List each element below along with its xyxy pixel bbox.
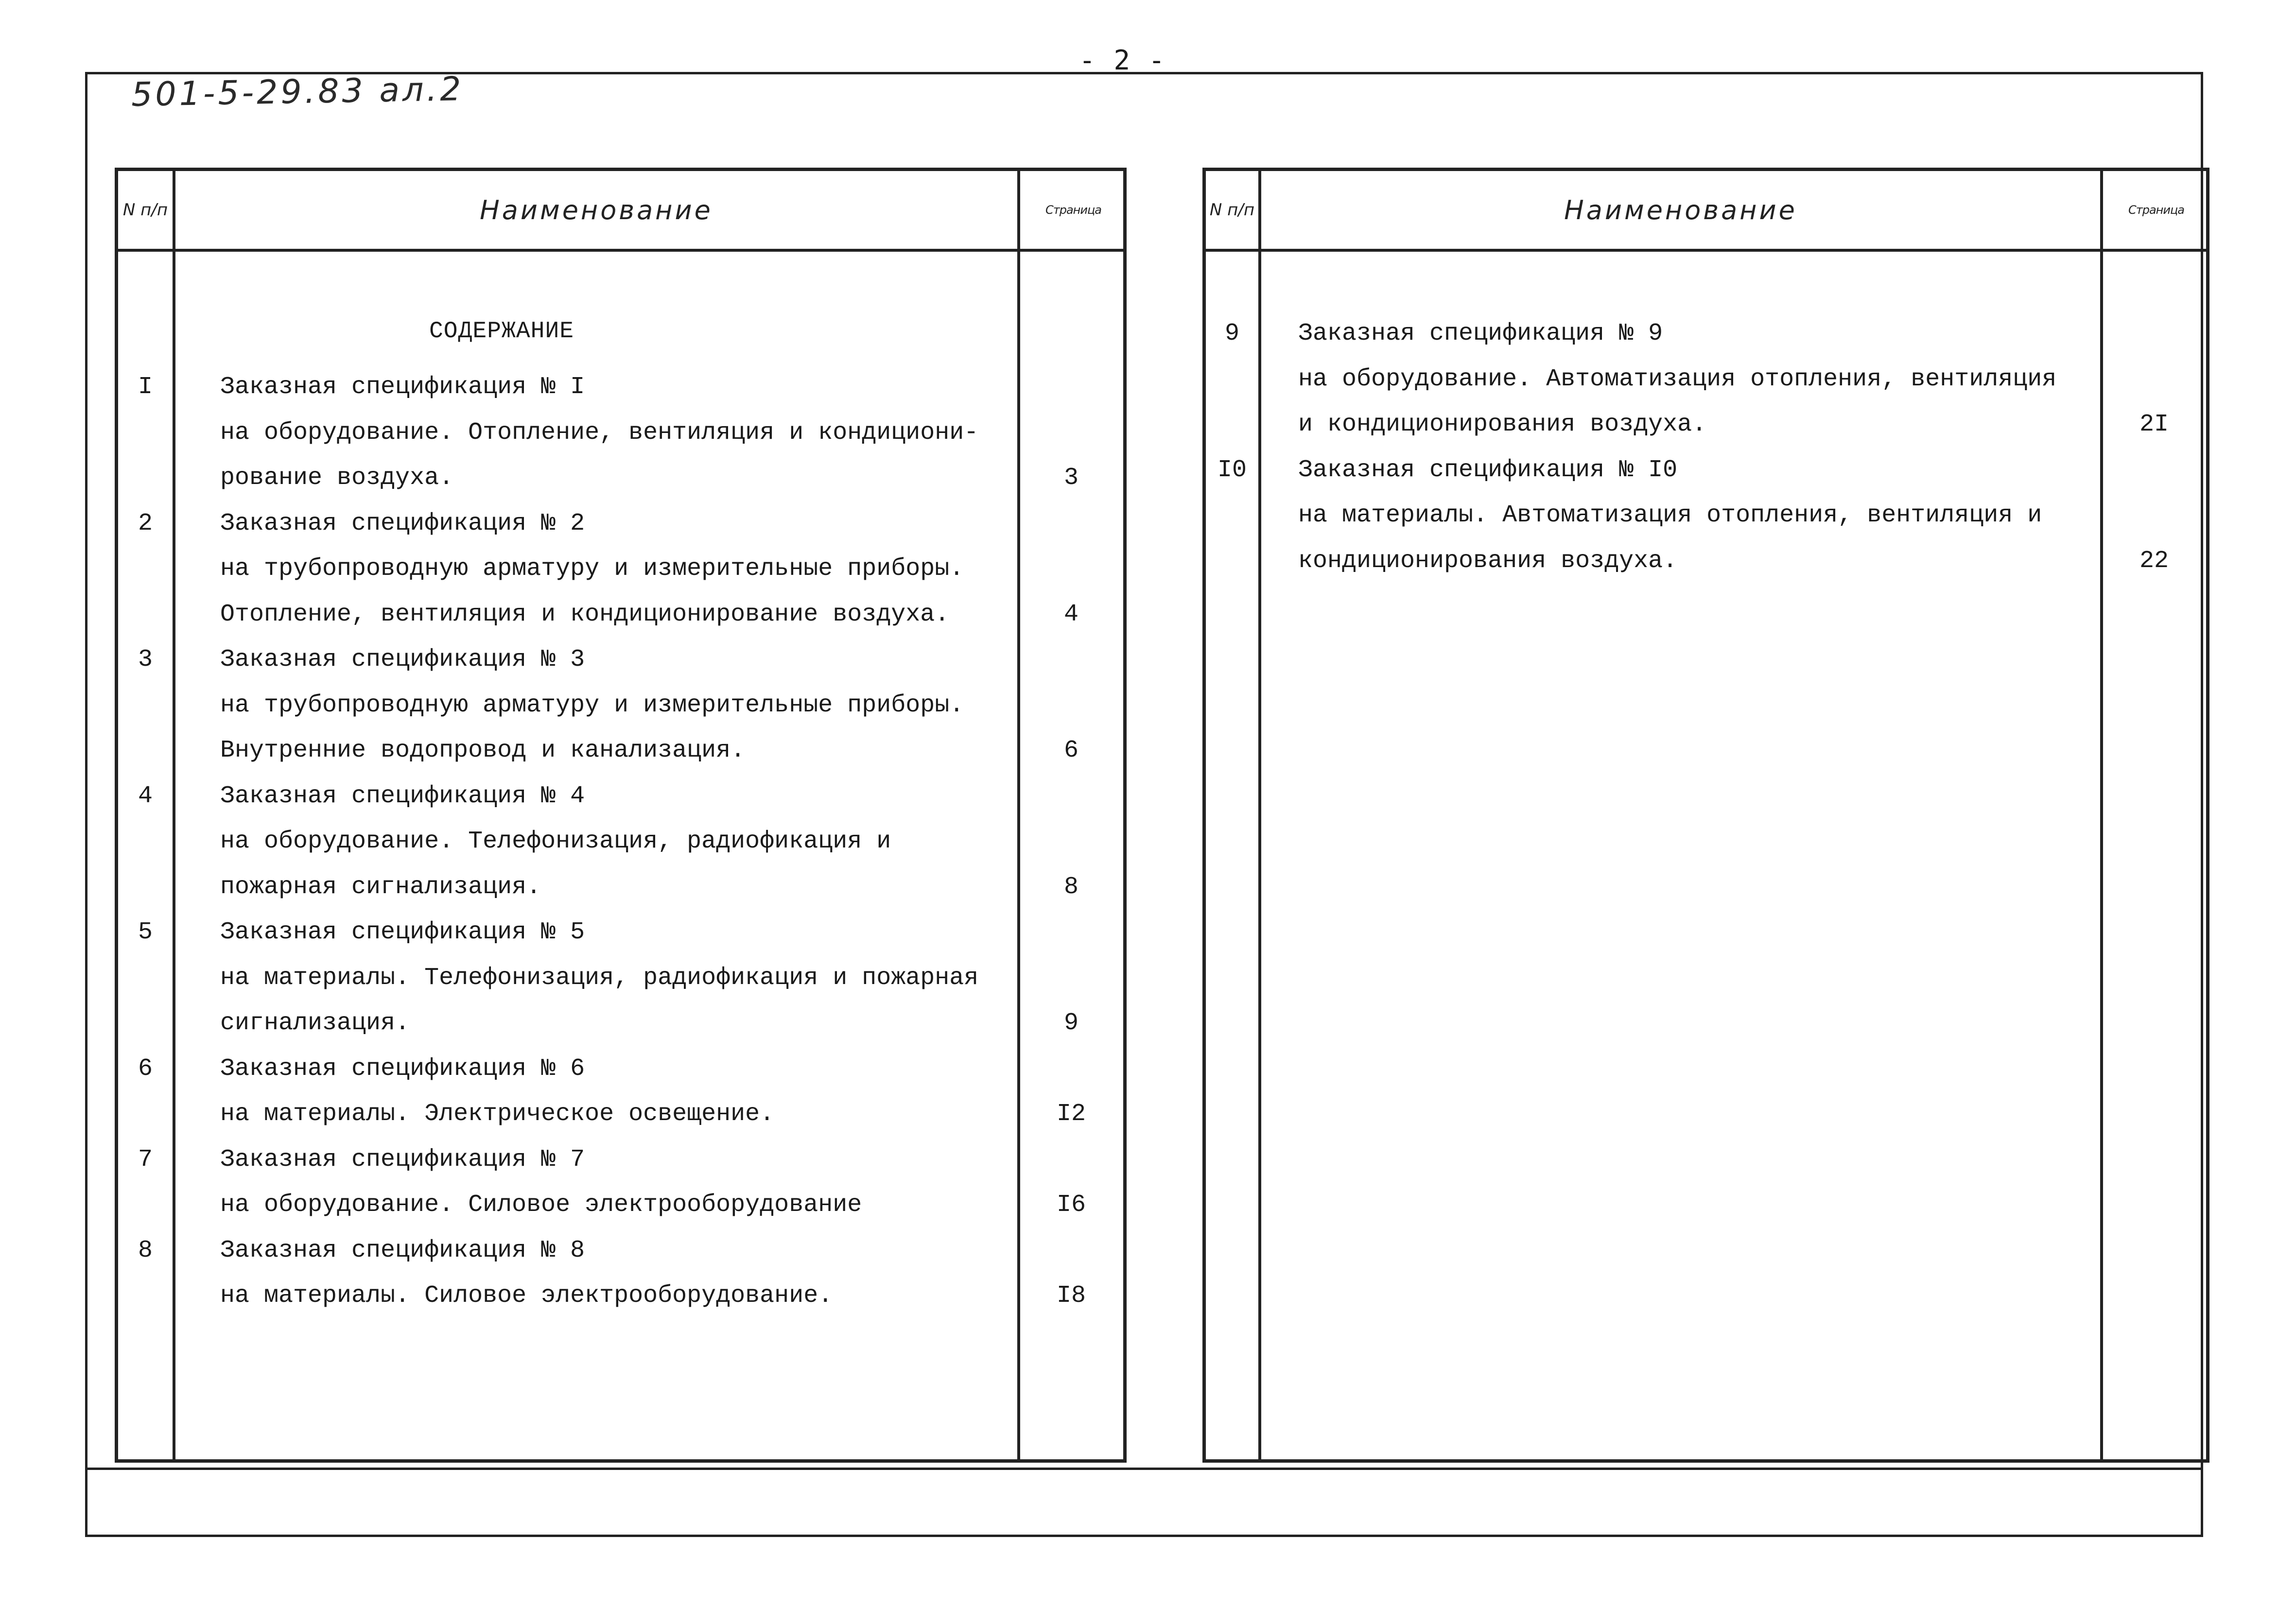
row-text-line: на материалы. Силовое электрооборудование. [220, 1282, 833, 1310]
row-text-line: и кондиционирования воздуха. [1298, 411, 1707, 438]
header-divider [118, 249, 1123, 252]
row-page: 22 [2139, 547, 2169, 575]
row-text-line: Заказная спецификация № 4 [220, 782, 585, 810]
row-text-line: Заказная спецификация № 9 [1298, 320, 1663, 347]
row-text-line: на оборудование. Отопление, вентиляция и кондициони- [220, 418, 979, 447]
row-text-line: на оборудование. Автоматизация отопления, вентиляция [1298, 365, 2057, 393]
row-number: 2 [138, 509, 153, 537]
row-text-line: на трубопроводную арматуру и измерительные приборы. [220, 555, 964, 583]
header-page-col: Страница [2128, 203, 2184, 217]
page-number: - 2 - [1079, 45, 1166, 76]
row-number: 9 [1224, 320, 1239, 347]
row-text-line: Заказная спецификация № I0 [1298, 456, 1678, 484]
row-number: 4 [138, 782, 153, 810]
row-text-line: на оборудование. Телефонизация, радиофикация и [220, 828, 891, 855]
contents-table-left [115, 168, 1127, 1463]
column-divider [1258, 171, 1261, 1459]
row-text-line: кондиционирования воздуха. [1298, 547, 1678, 575]
row-page: 4 [1063, 600, 1078, 628]
row-text-line: сигнализация. [220, 1009, 410, 1037]
contents-heading: СОДЕРЖАНИЕ [429, 318, 574, 345]
header-divider [1206, 249, 2206, 252]
row-text-line: Заказная спецификация № 5 [220, 918, 585, 946]
header-num-col: N п/п [122, 200, 168, 220]
row-text-line: Заказная спецификация № 3 [220, 646, 585, 674]
row-text-line: Заказная спецификация № 7 [220, 1145, 585, 1174]
row-text-line: на материалы. Электрическое освещение. [220, 1100, 775, 1128]
header-num-col: N п/п [1209, 200, 1255, 220]
row-page: 9 [1063, 1009, 1078, 1037]
contents-table-right [1202, 168, 2209, 1463]
row-text-line: на трубопроводную арматуру и измерительные приборы. [220, 691, 964, 719]
row-text-line: рование воздуха. [220, 464, 454, 492]
row-page: I8 [1056, 1282, 1086, 1310]
row-number: I [138, 373, 153, 401]
row-text-line: на оборудование. Силовое электрооборудование [220, 1191, 862, 1219]
row-page: I2 [1056, 1100, 1086, 1128]
row-text-line: Заказная спецификация № 8 [220, 1236, 585, 1264]
document-code: 501-5-29.83 ал.2 [131, 70, 465, 114]
row-text-line: Заказная спецификация № I [220, 373, 585, 401]
row-text-line: пожарная сигнализация. [220, 873, 541, 901]
row-page: 2I [2139, 411, 2169, 438]
row-number: 3 [138, 646, 153, 674]
row-page: 3 [1063, 464, 1078, 492]
sheet-bottom-divider [85, 1468, 2203, 1470]
header-page-col: Страница [1045, 203, 1101, 217]
row-number: I0 [1217, 456, 1247, 484]
row-number: 8 [138, 1236, 153, 1264]
column-divider [2100, 171, 2103, 1459]
header-name-col: Наименование [1564, 194, 1797, 225]
row-text-line: Отопление, вентиляция и кондиционирование воздуха. [220, 600, 950, 628]
column-divider [1017, 171, 1020, 1459]
row-page: I6 [1056, 1191, 1086, 1219]
row-text-line: Заказная спецификация № 6 [220, 1054, 585, 1083]
row-text-line: на материалы. Телефонизация, радиофикация и пожарная [220, 964, 979, 992]
row-number: 5 [138, 918, 153, 946]
row-text-line: Заказная спецификация № 2 [220, 509, 585, 537]
column-divider [173, 171, 175, 1459]
header-name-col: Наименование [480, 194, 713, 225]
row-number: 6 [138, 1054, 153, 1083]
row-page: 8 [1063, 873, 1078, 901]
row-text-line: Внутренние водопровод и канализация. [220, 737, 746, 764]
row-number: 7 [138, 1145, 153, 1174]
row-text-line: на материалы. Автоматизация отопления, вентиляция и [1298, 501, 2042, 529]
row-page: 6 [1063, 737, 1078, 764]
